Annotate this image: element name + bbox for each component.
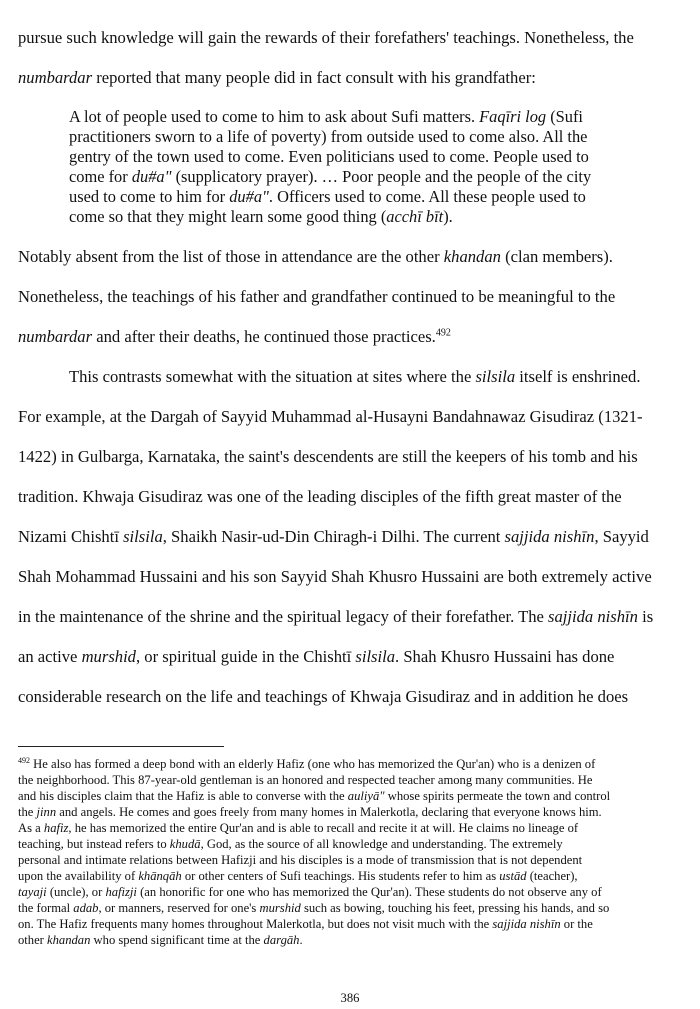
- footnote-line: teaching, but instead refers to khudā, God, as the source of all knowledge and understanding. The extremely: [18, 837, 563, 851]
- body-line: 1422) in Gulbarga, Karnataka, the saint's descendents are still the keepers of his tomb and his: [18, 447, 638, 466]
- quote-line: used to come to him for du#a". Officers used to come. All these people used to: [69, 187, 586, 206]
- footnote-line: the neighborhood. This 87-year-old gentleman is an honored and respected teacher among many communities. He: [18, 773, 593, 787]
- quote-line: gentry of the town used to come. Even politicians used to come. People used to: [69, 147, 589, 166]
- body-line: considerable research on the life and teachings of Khwaja Gisudiraz and in addition he does: [18, 687, 629, 706]
- footnote-line: other khandan who spend significant time at the dargāh.: [18, 933, 303, 947]
- footnote-line: the jinn and angels. He comes and goes freely from many homes in Malerkotla, declaring that everyone knows him.: [18, 805, 602, 819]
- body-line: in the maintenance of the shrine and the spiritual legacy of their forefather. The sajjida nishīn is: [18, 607, 654, 626]
- body-line: Nonetheless, the teachings of his father and grandfather continued to be meaningful to the: [18, 287, 616, 306]
- page-number: 386: [340, 991, 360, 1005]
- body-line: Shah Mohammad Hussaini and his son Sayyid Shah Khusro Hussaini are both extremely active: [18, 567, 652, 586]
- footnote-line: on. The Hafiz frequents many homes throughout Malerkotla, but does not visit much with the sajjida nishīn or the: [18, 917, 593, 931]
- quote-line: come so that they might learn some good thing (acchī bīt).: [69, 207, 453, 226]
- footnote-reference: 492: [435, 327, 451, 339]
- footnote-line: personal and intimate relations between Hafizji and his disciples is a mode of transmission that is not dependent: [18, 853, 583, 867]
- italic-term: numbardar: [18, 68, 93, 87]
- footnote-line: the formal adab, or manners, reserved for one's murshid such as bowing, touching his feet, pressing his hands, and so: [18, 901, 610, 915]
- quote-line: A lot of people used to come to him to ask about Sufi matters. Faqīri log (Sufi: [69, 107, 583, 126]
- footnote-line: upon the availability of khānqāh or other centers of Sufi teachings. His students refer to him as ustād (teacher),: [18, 869, 578, 883]
- footnote-line: tayaji (uncle), or hafizji (an honorific for one who has memorized the Qur'an). These students do not observe any of: [18, 885, 602, 899]
- footnote-line: As a hafiz, he has memorized the entire Qur'an and is able to recall and recite it at will. He claims no lineage of: [18, 821, 579, 835]
- body-line: pursue such knowledge will gain the rewards of their forefathers' teachings. Nonetheless, the: [18, 28, 634, 47]
- footnote-line: and his disciples claim that the Hafiz is able to converse with the auliyā" whose spirits permeate the town and control: [18, 789, 611, 803]
- body-line: numbardar reported that many people did in fact consult with his grandfather:: [18, 68, 536, 87]
- body-line: tradition. Khwaja Gisudiraz was one of the leading disciples of the fifth great master of the: [18, 487, 622, 506]
- body-line: numbardar and after their deaths, he continued those practices.$^{492}$: [18, 327, 451, 346]
- footnote-line: $^{492}$ He also has formed a deep bond with an elderly Hafiz (one who has memorized the Qur'an) who is a denizen of: [18, 755, 596, 771]
- footnote-separator: [18, 746, 224, 747]
- body-line: For example, at the Dargah of Sayyid Muhammad al-Husayni Bandahnawaz Gisudiraz (1321-: [18, 407, 643, 426]
- body-line: an active murshid, or spiritual guide in the Chishtī silsila. Shah Khusro Hussaini has done: [18, 647, 615, 666]
- body-line: Notably absent from the list of those in attendance are the other khandan (clan members).: [18, 247, 613, 266]
- quote-line: practitioners sworn to a life of poverty) from outside used to come also. All the: [69, 127, 588, 146]
- footnote-marker: 492: [18, 755, 30, 765]
- body-line: Nizami Chishtī silsila, Shaikh Nasir-ud-Din Chiragh-i Dilhi. The current sajjida nishīn, Sayyid: [18, 527, 649, 546]
- body-line: This contrasts somewhat with the situation at sites where the silsila itself is enshrined.: [69, 367, 641, 386]
- quote-line: come for du#a" (supplicatory prayer). … Poor people and the people of the city: [69, 167, 592, 186]
